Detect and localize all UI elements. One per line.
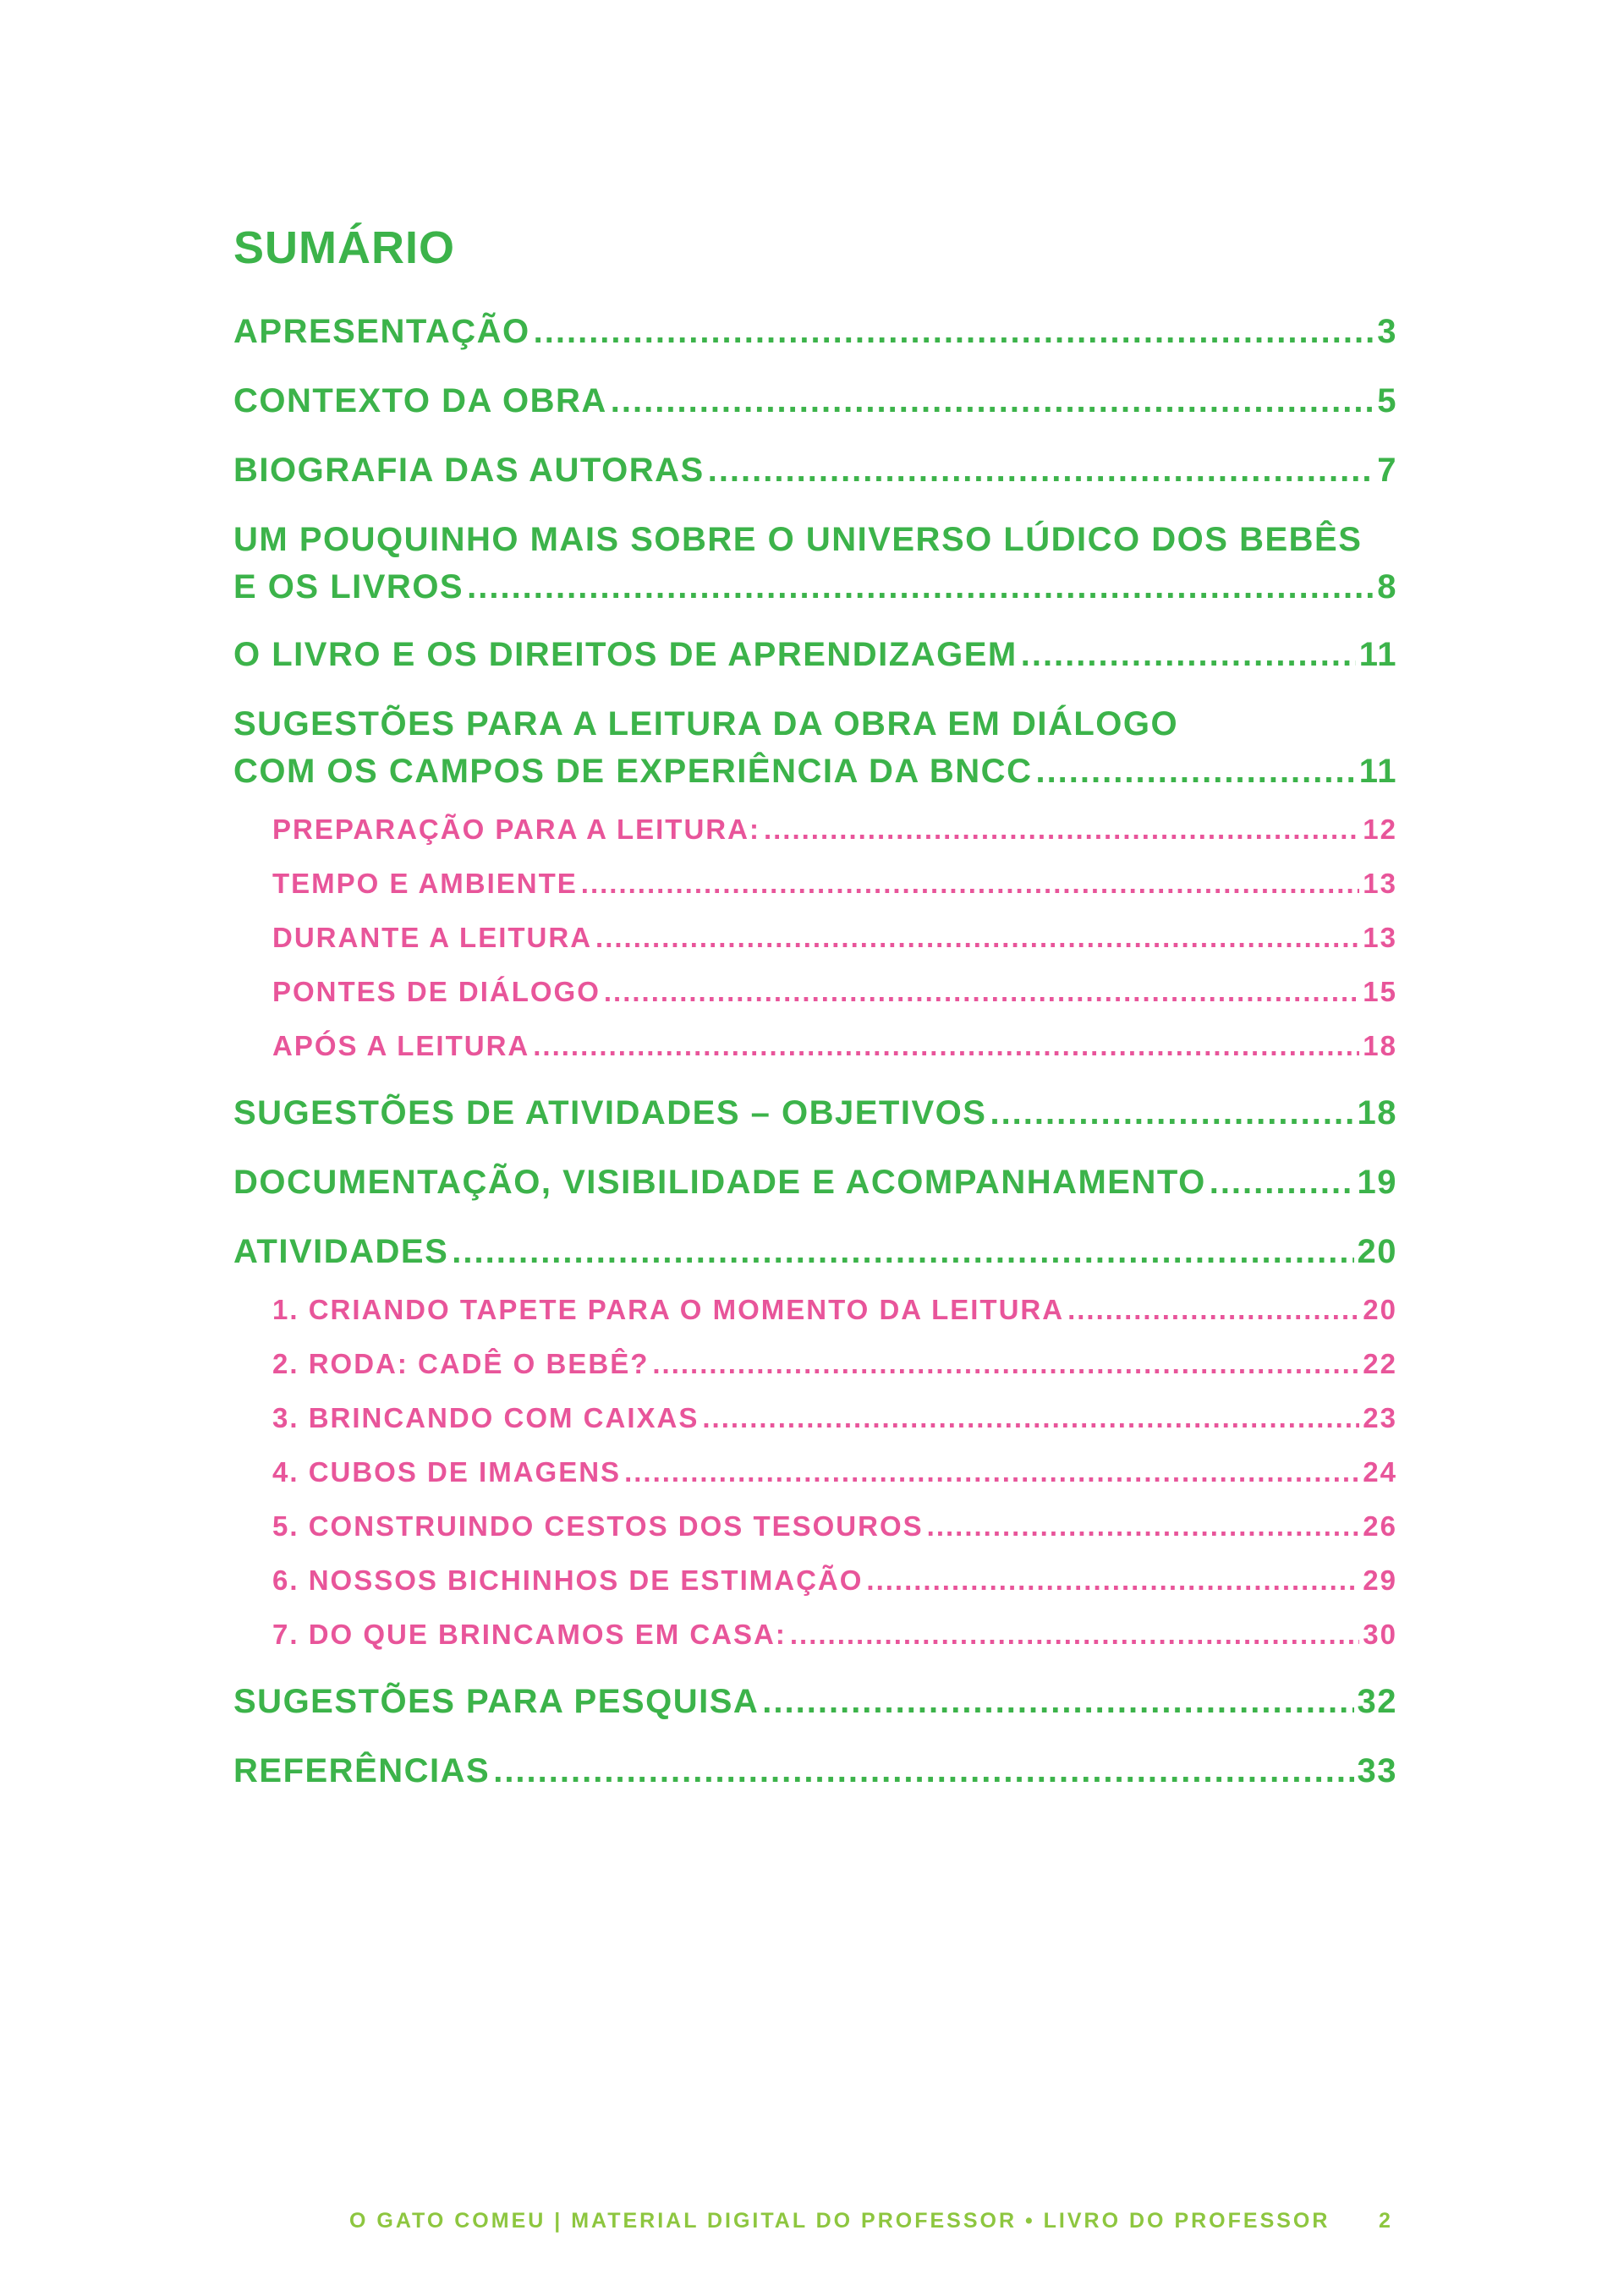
toc-entry-label: SUGESTÕES PARA PESQUISA (233, 1683, 760, 1720)
toc-page-number: 13 (1363, 868, 1397, 899)
dot-leader (762, 1683, 1353, 1721)
dot-leader (652, 1348, 1359, 1380)
dot-leader (708, 452, 1374, 490)
toc-entry-label: ATIVIDADES (233, 1233, 449, 1270)
dot-leader (866, 1564, 1359, 1597)
toc-entry-label: 1. CRIANDO TAPETE PARA O MOMENTO DA LEITURA (272, 1294, 1065, 1325)
dot-leader (493, 1752, 1353, 1790)
toc-page-number: 20 (1357, 1233, 1397, 1270)
toc-entry-label: 5. CONSTRUINDO CESTOS DOS TESOUROS (272, 1510, 924, 1542)
toc-entry-label: DOCUMENTAÇÃO, VISIBILIDADE E ACOMPANHAMENTO (233, 1164, 1206, 1201)
toc-entry-pesquisa[interactable] (233, 1683, 1397, 1721)
toc-entry-documentacao[interactable] (233, 1164, 1397, 1202)
toc-entry-universo[interactable] (233, 568, 1397, 606)
dot-leader (533, 1030, 1359, 1062)
toc-page-number: 11 (1358, 753, 1397, 790)
toc-page-number: 22 (1363, 1348, 1397, 1379)
toc-entry-label: TEMPO E AMBIENTE (272, 868, 578, 899)
toc-entry-label: 7. DO QUE BRINCAMOS EM CASA: (272, 1619, 787, 1650)
toc-subentry-apos[interactable] (272, 1030, 1397, 1062)
toc-page-number: 13 (1363, 922, 1397, 953)
dot-leader (611, 382, 1374, 420)
toc-entry-apresentacao[interactable] (233, 313, 1397, 351)
toc-page-number: 5 (1377, 382, 1397, 419)
toc-entry-label: 6. NOSSOS BICHINHOS DE ESTIMAÇÃO (272, 1564, 864, 1596)
toc-page-number: 15 (1363, 976, 1397, 1007)
dot-leader (604, 976, 1359, 1008)
toc-subentry-preparacao[interactable] (272, 814, 1397, 846)
toc-subentry-atividade-2[interactable] (272, 1348, 1397, 1380)
toc-subentry-atividade-7[interactable] (272, 1619, 1397, 1651)
toc-entry-label: COM OS CAMPOS DE EXPERIÊNCIA DA BNCC (233, 753, 1033, 790)
dot-leader (790, 1619, 1359, 1651)
dot-leader (990, 1094, 1353, 1132)
toc-subentry-tempo[interactable] (272, 868, 1397, 900)
toc-entry-label: 2. RODA: CADÊ O BEBÊ? (272, 1348, 650, 1379)
toc-entry-sugestoes-leitura-line1: SUGESTÕES PARA A LEITURA DA OBRA EM DIÁLOGO (233, 705, 1179, 743)
dot-leader (1067, 1294, 1359, 1326)
toc-entry-label: O LIVRO E OS DIREITOS DE APRENDIZAGEM (233, 636, 1018, 673)
toc-page-number: 20 (1363, 1294, 1397, 1325)
toc-entry-label: REFERÊNCIAS (233, 1752, 491, 1789)
toc-entry-sugestoes-atividades[interactable] (233, 1094, 1397, 1132)
page-footer: O GATO COMEU | MATERIAL DIGITAL DO PROFESSOR • LIVRO DO PROFESSOR (349, 2209, 1330, 2233)
toc-page-number: 26 (1363, 1510, 1397, 1542)
toc-entry-label: DURANTE A LEITURA (272, 922, 593, 953)
dot-leader (581, 868, 1359, 900)
toc-page-number: 29 (1363, 1564, 1397, 1596)
dot-leader (534, 313, 1374, 351)
toc-page-number: 3 (1377, 313, 1397, 350)
toc-entry-label: PONTES DE DIÁLOGO (272, 976, 601, 1007)
dot-leader (702, 1402, 1359, 1434)
toc-page-number: 8 (1377, 568, 1397, 606)
dot-leader (467, 568, 1374, 606)
toc-subentry-atividade-4[interactable] (272, 1456, 1397, 1488)
toc-entry-direitos[interactable] (233, 636, 1397, 674)
toc-page-number: 30 (1363, 1619, 1397, 1650)
toc-entry-label: CONTEXTO DA OBRA (233, 382, 607, 419)
toc-entry-label: 3. BRINCANDO COM CAIXAS (272, 1402, 700, 1433)
toc-page-number: 7 (1377, 452, 1397, 489)
dot-leader (452, 1233, 1353, 1271)
toc-page-number: 12 (1363, 814, 1397, 845)
toc-entry-label: PREPARAÇÃO PARA A LEITURA: (272, 814, 760, 845)
toc-page-number: 33 (1357, 1752, 1397, 1789)
toc-entry-label: E OS LIVROS (233, 568, 464, 606)
footer-page-number: 2 (1379, 2209, 1391, 2233)
dot-leader (595, 922, 1359, 954)
dot-leader (624, 1456, 1359, 1488)
toc-entry-label: APRESENTAÇÃO (233, 313, 530, 350)
toc-subentry-atividade-1[interactable] (272, 1294, 1397, 1326)
dot-leader (1035, 753, 1355, 791)
page-title: SUMÁRIO (233, 222, 455, 273)
toc-page-number: 18 (1357, 1094, 1397, 1132)
toc-entry-label: SUGESTÕES DE ATIVIDADES – OBJETIVOS (233, 1094, 987, 1132)
toc-entry-atividades[interactable] (233, 1233, 1397, 1271)
toc-subentry-pontes[interactable] (272, 976, 1397, 1008)
toc-page-number: 18 (1363, 1030, 1397, 1061)
toc-page-number: 23 (1363, 1402, 1397, 1433)
toc-page-number: 11 (1358, 636, 1397, 673)
toc-entry-referencias[interactable] (233, 1752, 1397, 1790)
toc-subentry-durante[interactable] (272, 922, 1397, 954)
toc-entry-universo-line1: UM POUQUINHO MAIS SOBRE O UNIVERSO LÚDICO DOS BEBÊS (233, 521, 1363, 558)
toc-entry-label: BIOGRAFIA DAS AUTORAS (233, 452, 705, 489)
dot-leader (764, 814, 1359, 846)
toc-entry-label: 4. CUBOS DE IMAGENS (272, 1456, 622, 1488)
toc-entry-sugestoes-leitura[interactable] (233, 753, 1397, 791)
toc-subentry-atividade-5[interactable] (272, 1510, 1397, 1543)
toc-page-number: 19 (1357, 1164, 1397, 1201)
toc-subentry-atividade-3[interactable] (272, 1402, 1397, 1434)
toc-page-number: 32 (1357, 1683, 1397, 1720)
toc-subentry-atividade-6[interactable] (272, 1564, 1397, 1597)
toc-page-number: 24 (1363, 1456, 1397, 1488)
toc-entry-biografia[interactable] (233, 452, 1397, 490)
toc-entry-contexto[interactable] (233, 382, 1397, 420)
dot-leader (927, 1510, 1360, 1543)
dot-leader (1210, 1164, 1354, 1202)
toc-entry-label: APÓS A LEITURA (272, 1030, 530, 1061)
dot-leader (1021, 636, 1356, 674)
